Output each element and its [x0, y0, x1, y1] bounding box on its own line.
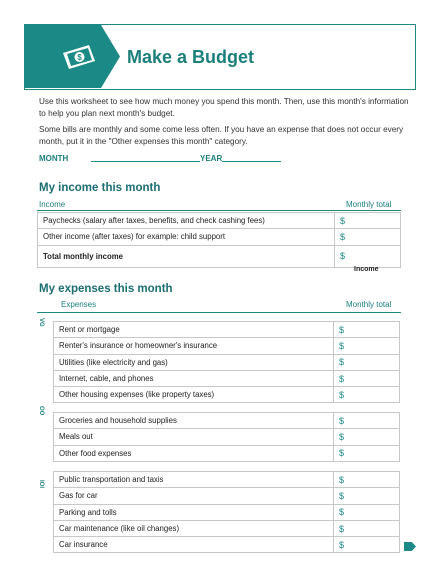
expense-amount-field[interactable]: $ [334, 488, 400, 504]
expense-row-label: Groceries and household supplies [54, 413, 334, 429]
income-header-rule [37, 210, 401, 211]
expense-amount-field[interactable]: $ [334, 445, 400, 461]
housing-group-tab: VG [38, 318, 44, 327]
table-row [54, 472, 400, 488]
expenses-total-column-header: Monthly total [346, 300, 392, 309]
money-icon [59, 41, 99, 71]
expense-amount-field[interactable]: $ [334, 504, 400, 520]
total-income-label: Total monthly income [38, 245, 335, 267]
table-row [54, 387, 400, 403]
table-row [54, 429, 400, 445]
expense-amount-field[interactable]: $ [334, 338, 400, 354]
income-table [37, 212, 401, 268]
expense-row-label: Internet, cable, and phones [54, 370, 334, 386]
expenses-header-rule [37, 312, 401, 313]
food-expenses-table [53, 412, 400, 462]
table-row [54, 504, 400, 520]
intro-paragraph-1: Use this worksheet to see how much money you spend this month. Then, use this month's information to help you plan next month's budget. [39, 97, 409, 118]
title-banner [24, 24, 416, 90]
continue-arrow-icon [404, 542, 416, 551]
expense-row-label: Gas for car [54, 488, 334, 504]
expense-row-label: Utilities (like electricity and gas) [54, 354, 334, 370]
total-income-caption: Income [354, 266, 379, 273]
income-row-label: Paychecks (salary after taxes, benefits, and check cashing fees) [38, 213, 335, 229]
table-row [54, 445, 400, 461]
total-income-field[interactable]: $ [335, 245, 401, 267]
table-row [54, 338, 400, 354]
expense-amount-field[interactable]: $ [334, 354, 400, 370]
income-column-header: Income [39, 200, 66, 209]
expense-amount-field[interactable]: $ [334, 537, 400, 553]
income-total-column-header: Monthly total [346, 200, 392, 209]
expense-row-label: Car insurance [54, 537, 334, 553]
food-group-tab: OO [38, 406, 44, 416]
svg-text:$: $ [77, 53, 82, 62]
transportation-group-tab: IOI [38, 480, 44, 489]
income-row-label: Other income (after taxes) for example: child support [38, 229, 335, 245]
expense-amount-field[interactable]: $ [334, 429, 400, 445]
table-row [54, 370, 400, 386]
housing-expenses-table [53, 321, 400, 403]
expense-amount-field[interactable]: $ [334, 413, 400, 429]
transportation-expenses-table [53, 471, 400, 553]
expense-row-label: Renter's insurance or homeowner's insurance [54, 338, 334, 354]
expense-amount-field[interactable]: $ [334, 370, 400, 386]
month-input-line[interactable] [91, 161, 200, 162]
month-label: MONTH [39, 154, 69, 163]
table-row [38, 229, 401, 245]
expense-row-label: Car maintenance (like oil changes) [54, 520, 334, 536]
expense-row-label: Public transportation and taxis [54, 472, 334, 488]
table-row [54, 413, 400, 429]
page-title: Make a Budget [127, 47, 255, 67]
expense-row-label: Meals out [54, 429, 334, 445]
total-income-row [38, 245, 401, 267]
expense-row-label: Other food expenses [54, 445, 334, 461]
expense-row-label: Parking and tolls [54, 504, 334, 520]
expenses-column-header: Expenses [61, 300, 97, 309]
expense-amount-field[interactable]: $ [334, 520, 400, 536]
expenses-section-title: My expenses this month [39, 283, 173, 295]
year-input-line[interactable] [222, 161, 281, 162]
table-row [54, 322, 400, 338]
expense-row-label: Rent or mortgage [54, 322, 334, 338]
income-amount-field[interactable]: $ [335, 229, 401, 245]
expense-amount-field[interactable]: $ [334, 322, 400, 338]
table-row [54, 537, 400, 553]
year-label: YEAR [200, 154, 223, 163]
income-amount-field[interactable]: $ [335, 213, 401, 229]
expense-amount-field[interactable]: $ [334, 387, 400, 403]
table-row [54, 354, 400, 370]
table-row [38, 213, 401, 229]
table-row [54, 488, 400, 504]
intro-paragraph-2: Some bills are monthly and some come less often. If you have an expense that does not occur every month, put it in the "Other expenses this month" category. [39, 125, 404, 146]
expense-amount-field[interactable]: $ [334, 472, 400, 488]
income-section-title: My income this month [39, 182, 161, 194]
table-row [54, 520, 400, 536]
expense-row-label: Other housing expenses (like property taxes) [54, 387, 334, 403]
